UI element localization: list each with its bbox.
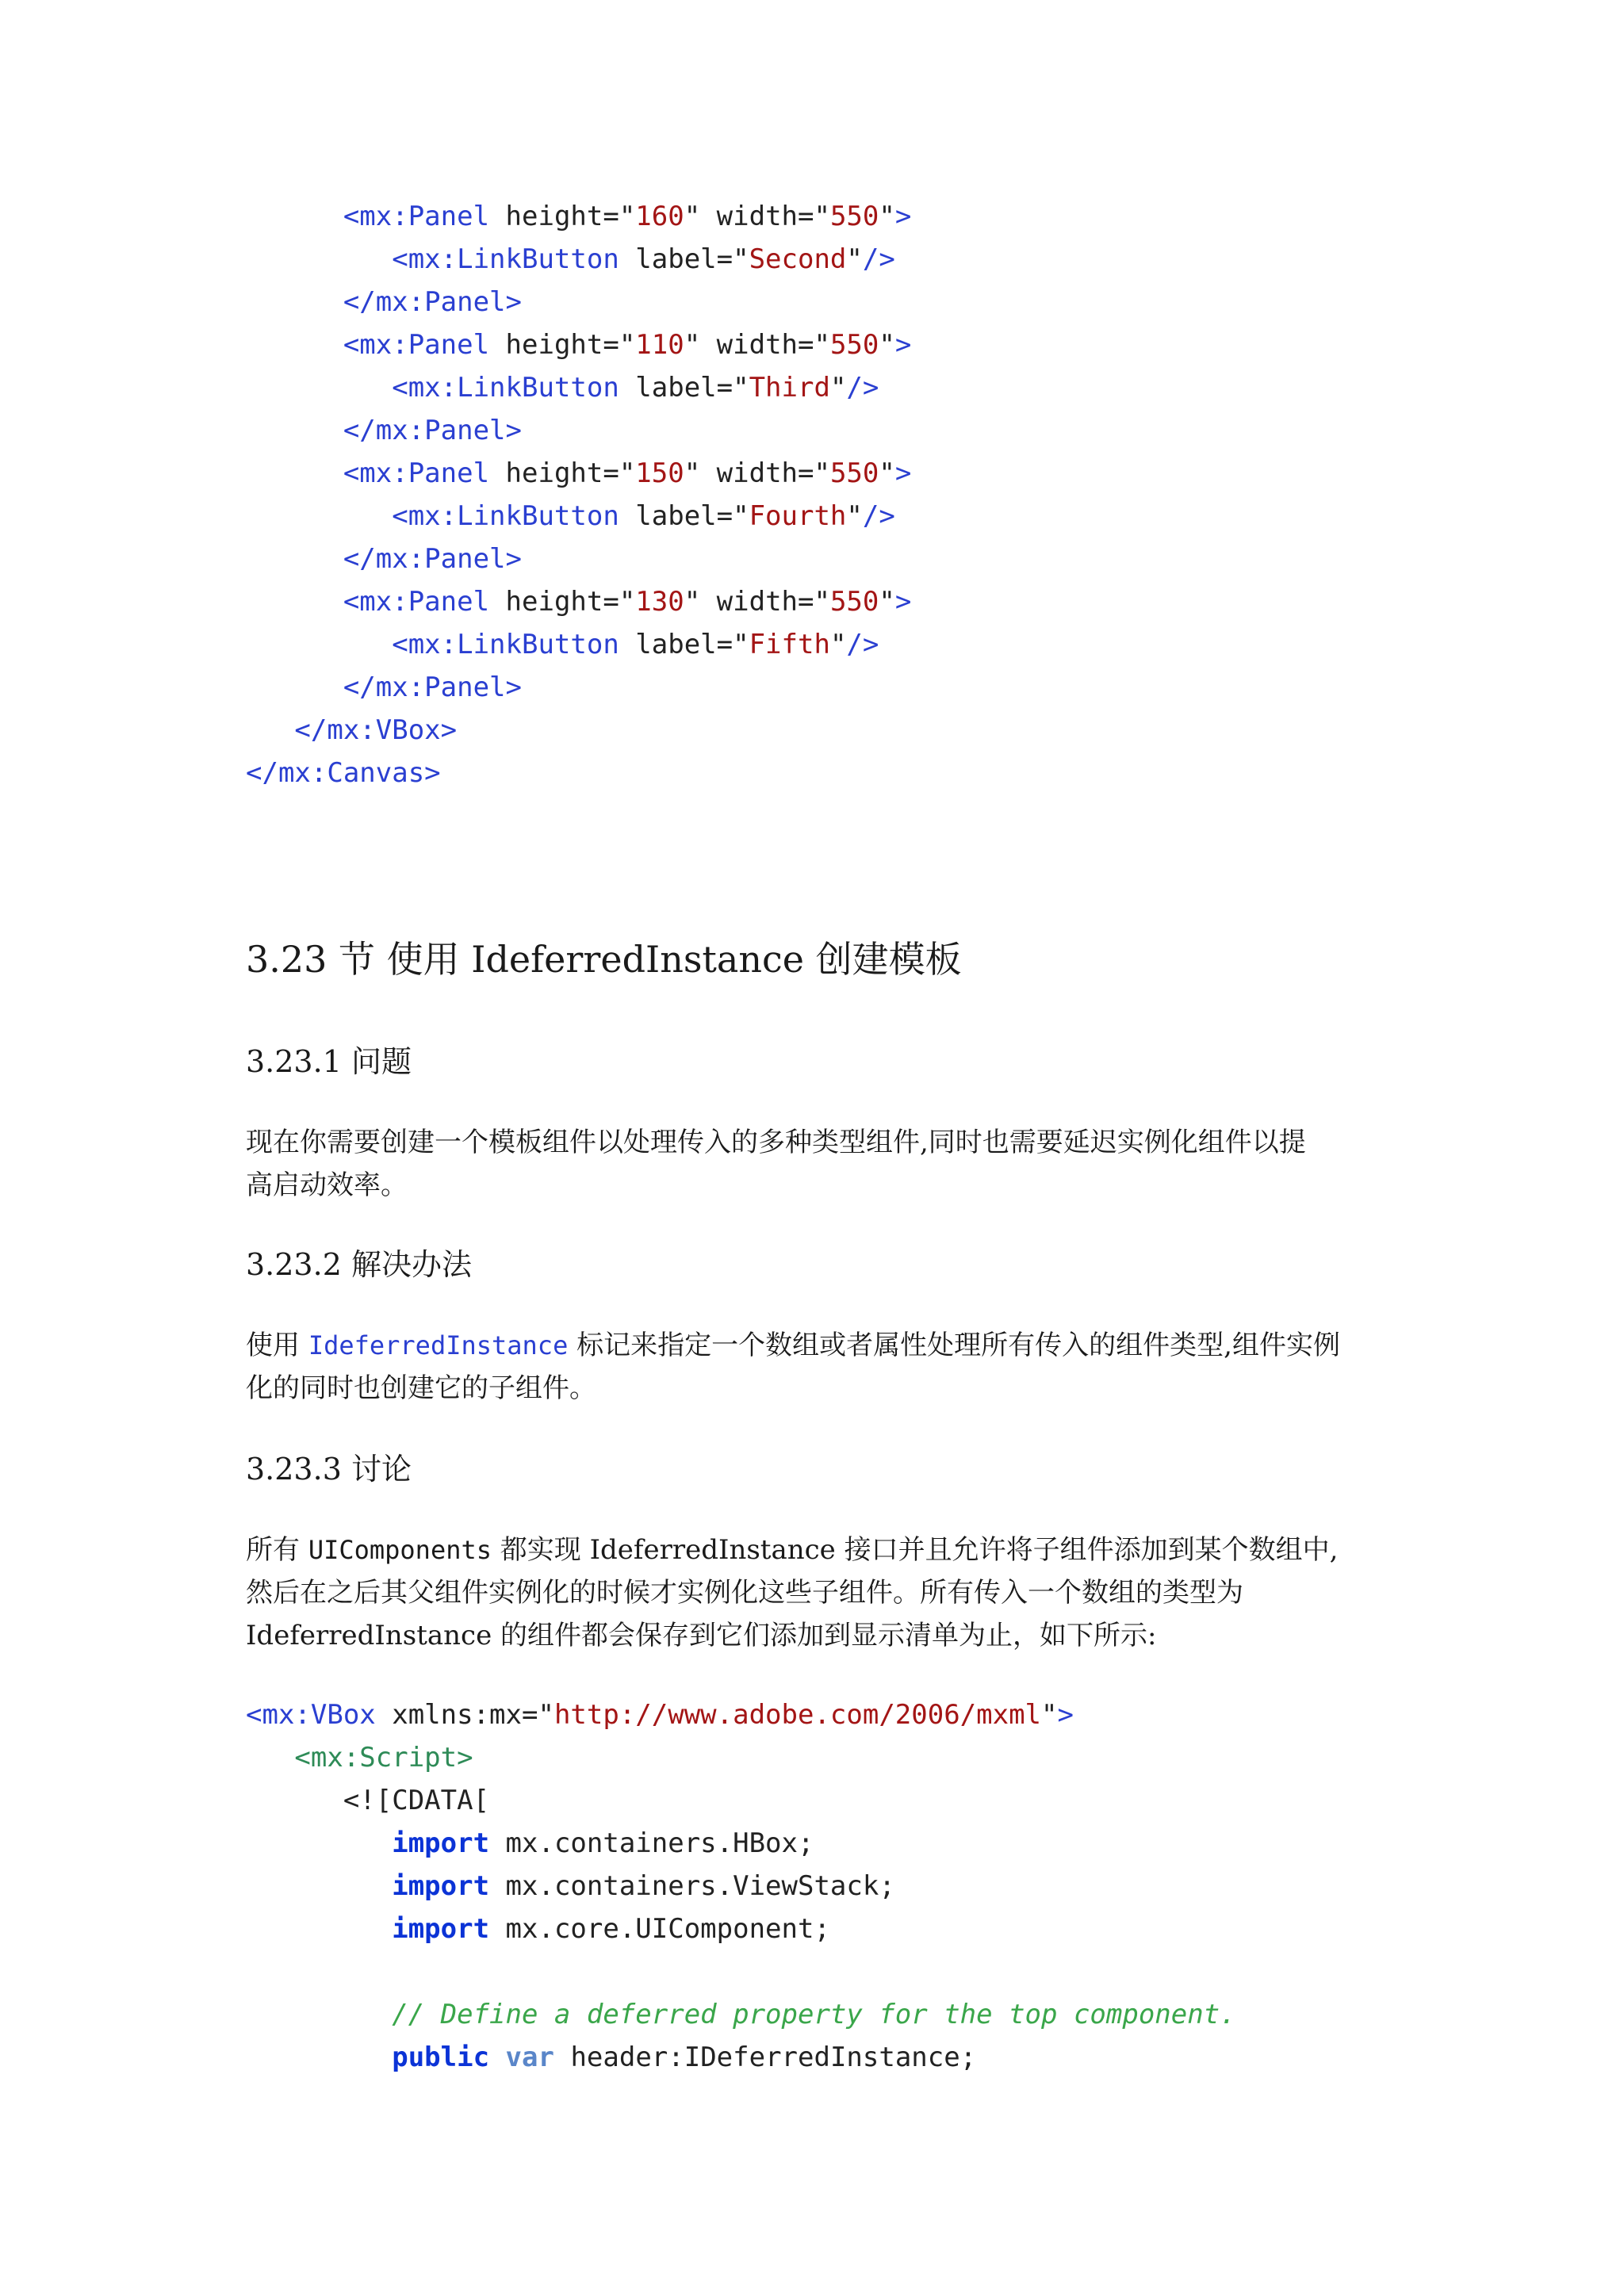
code-token: <mx:LinkButton — [392, 500, 619, 532]
code-token: /> — [862, 243, 895, 275]
uicomponents-term: UIComponents — [308, 1535, 492, 1565]
code-indent — [246, 243, 392, 275]
code-token: Fifth — [749, 629, 830, 660]
code-token: <mx:Panel — [343, 457, 490, 489]
code-line — [246, 666, 522, 709]
code-token: 150 — [635, 457, 684, 489]
code-token: /> — [846, 629, 879, 660]
code-token: <mx:VBox — [246, 1699, 376, 1731]
code-line — [246, 195, 911, 238]
code-token: </mx:Canvas> — [246, 757, 441, 789]
code-line — [246, 409, 522, 452]
code-token: </mx:Panel> — [343, 672, 522, 703]
discussion-prefix: 所有 — [246, 1534, 308, 1566]
code-indent — [246, 1785, 343, 1816]
code-indent — [246, 1999, 392, 2030]
discussion-line-1 — [246, 1529, 1388, 1571]
code-token: label=" — [619, 500, 749, 532]
code-token: " — [879, 329, 895, 361]
code-indent — [246, 372, 392, 404]
code-line — [246, 1822, 814, 1865]
code-token: height=" — [489, 329, 636, 361]
code-line — [246, 1736, 473, 1779]
code-indent — [246, 201, 343, 232]
code-token: 160 — [635, 201, 684, 232]
code-line — [246, 752, 441, 794]
code-token: mx.containers.HBox; — [489, 1827, 814, 1859]
code-token: Third — [749, 372, 830, 404]
code-line — [246, 1779, 489, 1822]
code-token: " width=" — [684, 201, 830, 232]
code-indent — [246, 672, 343, 703]
discussion-suffix: 都实现 IdeferredInstance 接口并且允许将子组件添加到某个数组中, — [492, 1534, 1339, 1566]
code-indent — [246, 457, 343, 489]
code-token: 550 — [829, 586, 879, 618]
code-token: 550 — [829, 201, 879, 232]
code-indent — [246, 1742, 294, 1774]
code-token: " — [879, 457, 895, 489]
code-indent — [246, 2042, 392, 2073]
code-line — [246, 623, 879, 666]
code-token: " — [879, 201, 895, 232]
code-token: mx.containers.ViewStack; — [489, 1870, 895, 1902]
code-token: " — [829, 372, 847, 404]
code-token: height=" — [489, 586, 636, 618]
code-token: <mx:LinkButton — [392, 372, 619, 404]
code-token: height=" — [489, 457, 636, 489]
code-token: </mx:Panel> — [343, 543, 522, 575]
code-token: /> — [846, 372, 879, 404]
code-token: > — [1057, 1699, 1074, 1731]
discussion-line-2: 然后在之后其父组件实例化的时候才实例化这些子组件。所有传入一个数组的类型为 — [246, 1577, 1243, 1609]
code-token: xmlns:mx=" — [375, 1699, 554, 1731]
ideferredinstance-link[interactable]: IdeferredInstance — [308, 1330, 569, 1360]
code-token: " — [846, 243, 863, 275]
problem-line-1: 现在你需要创建一个模板组件以处理传入的多种类型组件,同时也需要延迟实例化组件以提 — [246, 1127, 1306, 1158]
section-title: 3.23 节 使用 IdeferredInstance 创建模板 — [246, 938, 962, 981]
code-token: <mx:LinkButton — [392, 629, 619, 660]
code-token: import — [392, 1827, 490, 1859]
code-token: header:IDeferredInstance; — [553, 2042, 977, 2073]
code-token: 130 — [635, 586, 684, 618]
code-token: mx.core.UIComponent; — [489, 1913, 830, 1945]
code-token: var — [505, 2042, 554, 2073]
code-token: 550 — [829, 457, 879, 489]
code-indent — [246, 329, 343, 361]
solution-prefix: 使用 — [246, 1330, 308, 1361]
code-token: > — [894, 201, 912, 232]
problem-line-2: 高启动效率。 — [246, 1169, 408, 1201]
solution-line-2: 化的同时也创建它的子组件。 — [246, 1372, 596, 1404]
code-token: " — [1041, 1699, 1058, 1731]
code-token: public — [392, 2042, 490, 2073]
solution-paragraph — [246, 1324, 1388, 1410]
code-line — [246, 1993, 1236, 2036]
code-token: " width=" — [684, 329, 830, 361]
code-line — [246, 709, 457, 752]
code-token: " — [846, 500, 863, 532]
code-token: " width=" — [684, 457, 830, 489]
code-line — [246, 1693, 1074, 1736]
code-token: Second — [749, 243, 847, 275]
code-line — [246, 1908, 830, 1950]
code-line — [246, 238, 895, 281]
code-token: label=" — [619, 372, 749, 404]
code-indent — [246, 629, 392, 660]
code-indent — [246, 543, 343, 575]
code-indent — [246, 1870, 392, 1902]
code-token: http://www.adobe.com/2006/mxml — [553, 1699, 1042, 1731]
code-token: > — [894, 586, 912, 618]
code-indent — [246, 714, 294, 746]
code-indent — [246, 1827, 392, 1859]
code-line — [246, 323, 911, 366]
code-line — [246, 452, 911, 495]
code-line — [246, 538, 522, 580]
code-token: /> — [862, 500, 895, 532]
code-indent — [246, 415, 343, 446]
code-token: 110 — [635, 329, 684, 361]
code-token: <mx:Panel — [343, 329, 490, 361]
problem-heading: 3.23.1 问题 — [246, 1044, 412, 1079]
code-token: height=" — [489, 201, 636, 232]
code-line — [246, 2036, 976, 2079]
code-token: import — [392, 1870, 490, 1902]
code-token: <mx:LinkButton — [392, 243, 619, 275]
code-token: 550 — [829, 329, 879, 361]
code-indent — [246, 500, 392, 532]
code-token: <mx:Script> — [294, 1742, 473, 1774]
solution-line-1 — [246, 1324, 1388, 1367]
solution-suffix: 标记来指定一个数组或者属性处理所有传入的组件类型,组件实例 — [568, 1330, 1340, 1361]
code-token: " — [879, 586, 895, 618]
code-token: import — [392, 1913, 490, 1945]
code-token: </mx:Panel> — [343, 415, 522, 446]
code-line — [246, 580, 911, 623]
code-token: " width=" — [684, 586, 830, 618]
code-token: > — [894, 457, 912, 489]
code-token: </mx:Panel> — [343, 286, 522, 318]
discussion-line-3: IdeferredInstance 的组件都会保存到它们添加到显示清单为止，如下所示: — [246, 1620, 1157, 1651]
code-token: // Define a deferred property for the top component. — [392, 1999, 1236, 2030]
code-line — [246, 281, 522, 323]
code-token: label=" — [619, 243, 749, 275]
code-indent — [246, 286, 343, 318]
code-token: <![CDATA[ — [343, 1785, 490, 1816]
discussion-heading: 3.23.3 讨论 — [246, 1452, 412, 1487]
discussion-paragraph — [246, 1529, 1388, 1657]
code-line — [246, 366, 879, 409]
code-token: " — [829, 629, 847, 660]
code-indent — [246, 586, 343, 618]
solution-heading: 3.23.2 解决办法 — [246, 1247, 472, 1282]
code-token: <mx:Panel — [343, 201, 490, 232]
code-token: > — [894, 329, 912, 361]
code-line — [246, 1865, 895, 1908]
code-indent — [246, 1913, 392, 1945]
code-token: Fourth — [749, 500, 847, 532]
code-token: </mx:VBox> — [294, 714, 458, 746]
code-token — [489, 2042, 505, 2073]
problem-paragraph — [246, 1121, 1388, 1207]
code-token: label=" — [619, 629, 749, 660]
code-token: <mx:Panel — [343, 586, 490, 618]
code-line — [246, 495, 895, 538]
